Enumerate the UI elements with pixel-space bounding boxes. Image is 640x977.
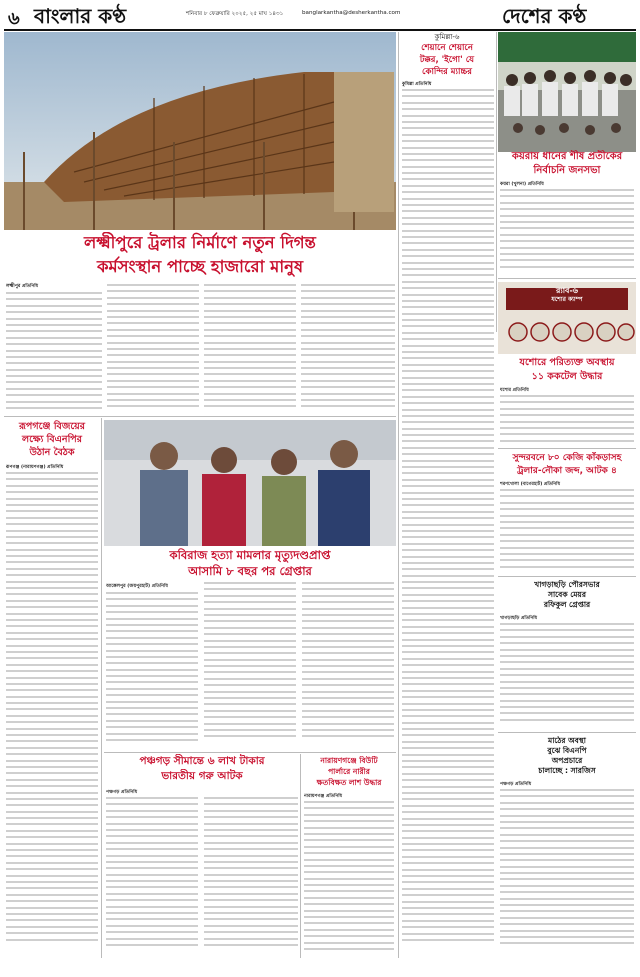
comilla-headline-1: শেয়ানে শেয়ানে — [421, 43, 473, 53]
kabiraj-byline: আক্কেলপুর (জয়পুরহাট) প্রতিনিধি — [106, 584, 168, 589]
field-body — [500, 789, 634, 957]
rupganj-headline-2: লক্ষ্যে বিএনপির — [22, 434, 82, 445]
rupganj-headline-3: উঠান বৈঠক — [29, 447, 75, 458]
election-body — [500, 189, 634, 273]
header-rule — [4, 29, 636, 31]
lead-body-col-4 — [301, 284, 395, 414]
lead-headline-1: লক্ষ্মীপুরে ট্রলার নির্মাণে নতুন দিগন্ত — [84, 233, 316, 252]
col-divider-2 — [300, 754, 301, 958]
panchagarh-body-col-1 — [106, 797, 198, 957]
lead-body-col-1 — [6, 292, 102, 414]
election-headline: কয়রায় ধানের শীষ প্রতীকের নির্বাচনি জনসভা — [511, 151, 623, 176]
lead-headline-2: কর্মসংস্থান পাচ্ছে হাজারো মানুষ — [96, 257, 304, 276]
rupganj-body — [6, 472, 98, 952]
rupganj-headline-1: রূপগঞ্জে বিজয়ের — [19, 421, 85, 432]
sundarban-body — [500, 489, 634, 573]
field-headline-1: মাঠের অবস্থা — [548, 736, 586, 745]
khagrachari-headline-2: সাবেক মেয়র — [548, 590, 586, 599]
sundarban-rule — [498, 576, 636, 577]
site-address: banglarkantha@desherkantha.com — [302, 10, 401, 16]
page-header — [0, 0, 640, 28]
comilla-body — [402, 89, 494, 949]
kabiraj-headline-2: আসামি ৮ বছর পর গ্রেপ্তার — [188, 564, 312, 578]
comilla-byline: কুমিল্লা প্রতিনিধি — [402, 82, 432, 87]
election-rule — [498, 278, 636, 279]
lead-body-col-3 — [204, 284, 296, 414]
rab-byline: যশোর প্রতিনিধি — [500, 388, 529, 393]
khagrachari-body — [500, 623, 634, 729]
khagrachari-headline-3: রফিকুল গ্রেপ্তার — [543, 600, 591, 609]
kabiraj-body-col-3 — [302, 582, 394, 750]
narayanganj-headline-3: ক্ষতবিক্ষত লাশ উদ্ধার — [316, 778, 382, 787]
comilla-headline-3: কোন্দির ম্যাচ্চর — [422, 67, 472, 77]
page-number: ৬ — [8, 8, 20, 28]
date-line: শনিবার ৮ ফেব্রুয়ারি ২০২৫, ২৫ মাঘ ১৪৩১ — [186, 11, 284, 17]
sundarban-byline: শরণখোলা (বাগেরহাট) প্রতিনিধি — [500, 482, 561, 487]
narayanganj-headline-1: নারায়ণগঞ্জে বিউটি — [320, 756, 378, 765]
lead-byline: লক্ষ্মীপুর প্রতিনিধি — [6, 284, 39, 289]
field-headline-4: চালাচ্ছে : সারজিস — [538, 766, 596, 775]
lead-photo-trawler — [4, 32, 396, 230]
rab-headline-1: যশোরে পরিত্যক্ত অবস্থায় — [519, 357, 615, 368]
rab-headline-2: ১১ ককটেল উদ্ধার — [531, 371, 603, 382]
rupganj-byline: রূপগঞ্জ (নারায়ণগঞ্জ) প্রতিনিধি — [6, 465, 64, 470]
sundarban-headline-2: ট্রলার-নৌকা জব্দ, আটক ৪ — [517, 466, 617, 476]
comilla-kicker: কুমিল্লা-৬ — [434, 33, 460, 41]
field-byline: পঞ্চগড় প্রতিনিধি — [500, 782, 532, 787]
khagrachari-rule — [498, 732, 636, 733]
kabiraj-rule — [104, 752, 396, 753]
panchagarh-byline: পঞ্চগড় প্রতিনিধি — [106, 790, 138, 795]
rab-rule — [498, 448, 636, 449]
lead-body-col-2 — [107, 284, 199, 414]
section-title: দেশের কণ্ঠ — [502, 4, 587, 28]
comilla-headline-2: টক্কর, 'ইগো' যে — [419, 55, 475, 65]
col-divider-3 — [496, 32, 497, 332]
kabiraj-body-col-1 — [106, 592, 198, 750]
narayanganj-byline: নারায়ণগঞ্জ প্রতিনিধি — [304, 794, 343, 799]
narayanganj-headline-2: পার্লারে নারীর — [328, 767, 370, 776]
field-headline-2: বুঝে বিএনপি — [547, 746, 587, 755]
panchagarh-headline-2: ভারতীয় গরু আটক — [161, 770, 243, 782]
election-photo — [498, 32, 636, 152]
kabiraj-headline-1: কবিরাজ হত্যা মামলার মৃত্যুদণ্ডপ্রাপ্ত — [169, 548, 331, 562]
panchagarh-body-col-2 — [204, 797, 298, 957]
narayanganj-body — [304, 801, 394, 957]
kabiraj-photo — [104, 420, 396, 546]
kabiraj-body-col-2 — [204, 582, 296, 750]
rab-badge-1: র‍্যাব-৬ — [555, 286, 578, 295]
khagrachari-byline: খাগড়াছড়ি প্রতিনিধি — [500, 616, 538, 621]
lead-rule — [4, 416, 396, 417]
khagrachari-headline-1: খাগড়াছড়ি পৌরসভার — [534, 580, 600, 589]
sundarban-headline-1: সুন্দরবনে ৮০ কেজি কাঁকড়াসহ — [512, 453, 622, 463]
masthead-logo: বাংলার কণ্ঠ — [34, 4, 127, 28]
rab-badge-2: যশোর ক্যাম্প — [551, 296, 583, 303]
election-byline: কয়রা (খুলনা) প্রতিনিধি — [500, 182, 544, 187]
field-headline-3: অপপ্রচারে — [551, 756, 583, 765]
col-divider-1 — [101, 418, 102, 958]
rab-body — [500, 395, 634, 445]
panchagarh-headline-1: পঞ্চগড় সীমান্তে ৬ লাখ টাকার — [139, 755, 265, 767]
